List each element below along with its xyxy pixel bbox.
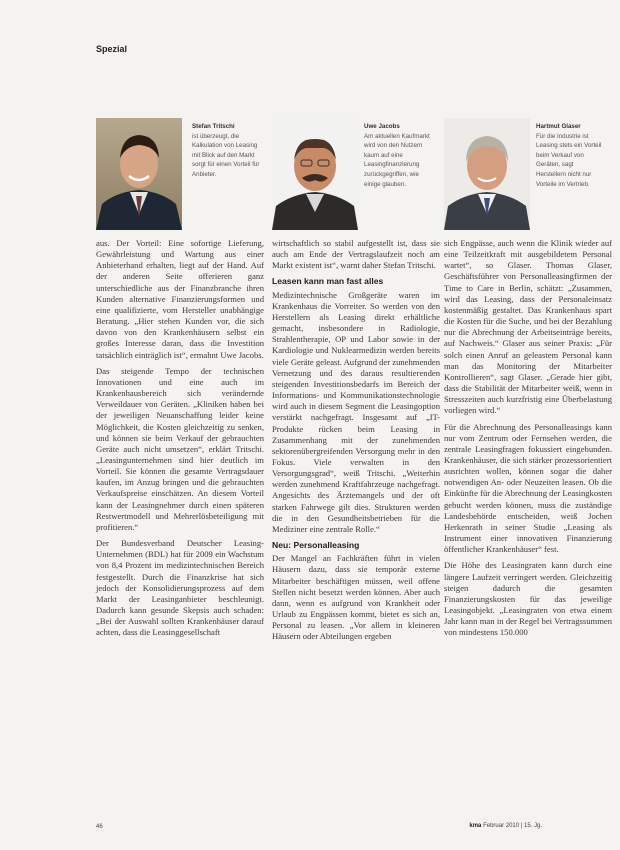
paragraph: Der Mangel an Fachkräften führt in vielen Häusern dazu, dass sie temporär externe Mitarbeiter beschäftigen müssen, weil offene Stellen nicht besetzt werden können. Aber auch dann, wenn es aufgrund von Krankheit oder Urlaub zu Engpässen kommt, bietet es sich an, Personal zu leasen. „Vor allem in kleineren Häusern oder Abteilungen ergeben — [272, 553, 440, 642]
profile-caption — [192, 122, 260, 180]
profile-text: Am aktuellen Kaufmarkt wird von den Nutzern kaum auf eine Leasingfinanzierung zurückgegriffen, wie einige glauben. — [364, 132, 430, 188]
profile-uwe-jacobs — [272, 118, 452, 230]
profile-text: ist überzeugt, die Kalkulation von Leasing mit Blick auf den Markt sorgt für einen Vorteil für Anbieter. — [192, 132, 260, 178]
portrait-photo — [272, 118, 358, 230]
profile-name: Hartmut Glaser — [536, 123, 581, 130]
profile-text: Für die Industrie ist Leasing stets ein Vorteil beim Verkauf von Geräten, sagt Herstellern nicht nur Vorteile im Vertrieb. — [536, 132, 602, 188]
issue-info: Februar 2010 | 15. Jg. — [483, 823, 542, 829]
article-column-2 — [272, 238, 440, 647]
subheading: Neu: Personalleasing — [272, 540, 360, 551]
profile-caption — [364, 122, 432, 189]
paragraph: Medizintechnische Großgeräte waren im Krankenhaus die Vorreiter. So werden von den Herstellern als Leasing direkt erhältliche gemacht, insbesondere in Radiologie, Strahlentherapie, OP und Labor sowie in der Kardiologie und Nuklearmedizin werden bereits viele Geräte geleast. Aufgrund der zunehmenden Vernetzung und des daraus resultierenden steigenden Investitionsbedarfs im Bereich der Informations- und Kommunikationstechnologie wird auch in diesem Segment die Leasingoption verstärkt nachgefragt. Insgesamt auf „IT-Produkte rücken beim Leasing in Zusammenhang mit der zunehmenden sektorenübergreifenden Versorgung mehr in den Fokus. Viele verwalten in den Versorgungsgrad“, weiß Tritschi. „Weiterhin werden zunehmend Kraftfahrzeuge nachgefragt. Angesichts des Ärztemangels und der oft starken Fahrwege gilt dies. Strukturen werden die in den Gesundheitsbetrieben für die Mediziner eine zentrale Rolle.“ — [272, 289, 440, 534]
subheading: Leasen kann man fast alles — [272, 276, 384, 287]
page-number: 46 — [96, 824, 103, 830]
profile-stefan-tritschi — [96, 118, 276, 230]
paragraph: sich Engpässe, auch wenn die Klinik wieder auf eine Teilzeitkraft mit ausgebildetem Personal wartet“, so Glaser. Thomas Glaser, Geschäftsführer von Personalleasingfirmen der Time to Care in Berlin, schätzt: „Zusammen, wird das Leasing, dass der Personaleinsatz kostenmäßig gestaltet. Das Krankenhaus spart die Kosten für die Suche, und bei der Bezahlung nur die Abrechnung der Arbeitseinträge bereits, auf Nachweis.“ Glaser aus seiner Praxis: „Für solch einen Anruf an geleastem Personal kann man das Monitoring der Mitarbeiter Kontrollieren“, sagt Glaser. „Gerade hier gibt, dass die Stabilität der Mitarbeiter weiß, wenn in Stresszeiten auch kurzfristig eine Überbelastung vorliegen wird.“ — [444, 238, 612, 416]
profile-caption — [536, 122, 604, 189]
article-column-3 — [444, 238, 612, 643]
article-column-1 — [96, 238, 264, 643]
section-label: Spezial — [96, 44, 128, 54]
paragraph: Für die Abrechnung des Personalleasings kann nur vom Zentrum oder Fernsehen werden, die zentrale Leasingfragen fokussiert eingebunden. Krankenhäuser, die sich stärker prozessorientiert ausrichten wollen, können sogar die daher notwendigen An- oder Neuzeiten leasen. Ob die Einkünfte für die Abrechnung der Leasingkosten gebucht werden können, muss die zuständige Landesbehörde entscheiden, weiß Jochen Herkenrath in seiner Studie „Leasing als Instrument einer innovativen Finanzierung öffentlicher Krankenhäuser“ fest. — [444, 421, 612, 555]
paragraph: aus. Der Vorteil: Eine sofortige Lieferung, Gewährleistung und Wartung aus einer Anbieterhand erhalten, liegt auf der Hand. Auf der anderen Seite offerieren ganz unterschiedliche aus der Finanzbranche ihren Kunden alternative Finanzierungsformen und eine qualifizierte, vom Hersteller unabhängige Beratung. „Hier stehen Kunden vor, die sich davon von den Krankenhäusern selbst ein großes Interesse daran, dass die Investition tatsächlich einträglich ist“, ermahnt Uwe Jacobs. — [96, 238, 264, 360]
profile-name: Stefan Tritschi — [192, 123, 235, 130]
portrait-photo — [444, 118, 530, 230]
paragraph: wirtschaftlich so stabil aufgestellt ist, dass sie auch am Ende der Vertragslaufzeit noch am Markt existent ist“, warnt daher Stefan Tritschi. — [272, 238, 440, 271]
paragraph: Der Bundesverband Deutscher Leasing-Unternehmen (BDL) hat für 2009 ein Wachstum von 8,4 Prozent im medizintechnischen Bereich festgestellt. Durch die Finanzkrise hat sich jedoch der Konsolidierungsprozess auf dem Markt der Leasinganbieter beschleunigt. Dadurch kann gesunde Skepsis auch schaden: „Bei der Auswahl sollten Krankenhäuser darauf achten, dass die Leasinggesellschaft — [96, 538, 264, 638]
magazine-name: kma — [469, 823, 482, 829]
portrait-photo — [96, 118, 182, 230]
profile-name: Uwe Jacobs — [364, 123, 400, 130]
page-footer — [469, 823, 542, 829]
paragraph: Die Höhe des Leasingraten kann durch eine längere Laufzeit verringert werden. Gleichzeitig steigen dadurch die gesamten Finanzierungskosten für das jeweilige Leasingobjekt. „Leasingraten von etwa einem Jahr kann man in der Regel bei Vertragssummen von mindestens 150.000 — [444, 560, 612, 638]
paragraph: Das steigende Tempo der technischen Innovationen und eine auch im Krankenhausbereich sich verändernde Verweildauer von Geräten. „Kliniken haben bei der jeweiligen Neuanschaffung leider keine Möglichkeit, die Kosten gleichzeitig zu senken, und können sie beim Verkauf der gebrauchten Geräte auch nicht umsetzen“, erklärt Tritschi. „Leasingunternehmen sind hier deutlich im Vorteil. Sie können die gesamte Vertragsdauer kaufen, im Anzug bringen und die gebrauchten Verkaufspreise einschätzen. An diesem Vorteil kann der Leasingnehmer durch einen späteren Restwertmodell und Mehrerlösbeteiligung mit profitieren.“ — [96, 365, 264, 532]
profile-hartmut-glaser — [444, 118, 620, 230]
